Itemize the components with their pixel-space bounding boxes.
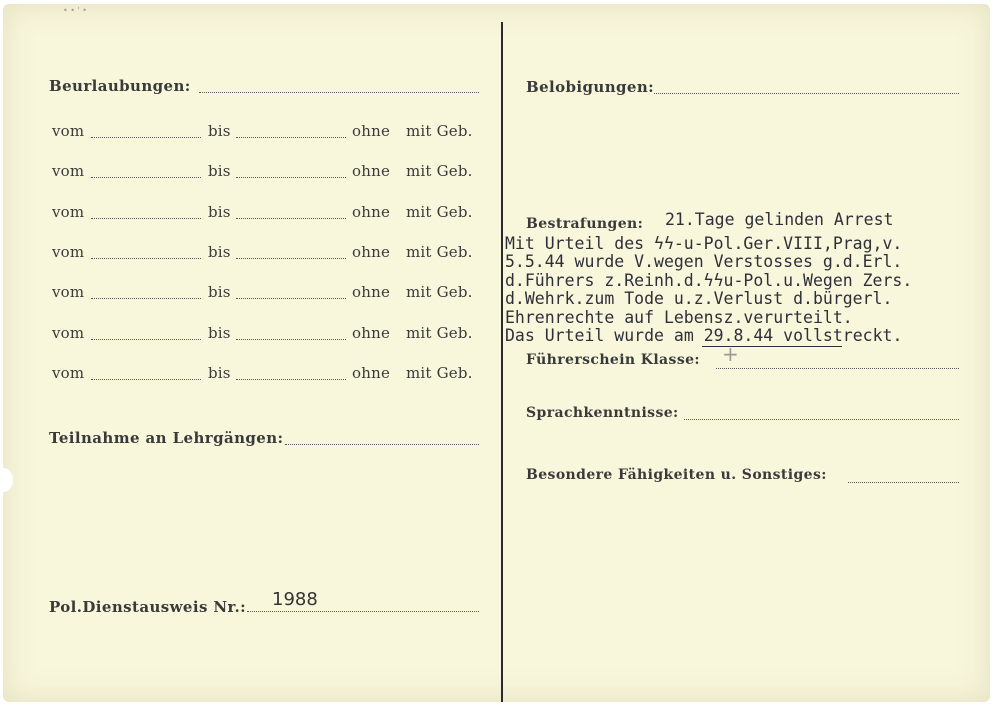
leave-row-from-line	[91, 137, 201, 138]
leave-field-line	[199, 92, 479, 93]
leave-row-to-line	[236, 218, 346, 219]
languages-label: Sprachkenntnisse:	[526, 405, 679, 421]
special-skills-label: Besondere Fähigkeiten u. Sonstiges:	[526, 467, 827, 483]
leave-row-with-label: mit Geb.	[406, 363, 473, 382]
leave-row-from-line	[91, 177, 201, 178]
leave-row-from-label: vom	[52, 363, 85, 382]
record-card	[3, 4, 990, 702]
leave-row-from-label: vom	[52, 242, 85, 261]
leave-row-from-line	[91, 339, 201, 340]
leave-row-with-label: mit Geb.	[406, 323, 473, 342]
courses-label: Teilnahme an Lehrgängen:	[49, 429, 284, 447]
commendations-label: Belobigungen:	[526, 78, 655, 96]
leave-row-to-label: bis	[208, 283, 231, 302]
leave-row-with-label: mit Geb.	[406, 202, 473, 221]
leave-row-without-label: ohne	[352, 162, 391, 181]
leave-row-to-line	[236, 339, 346, 340]
leave-row-from-line	[91, 298, 201, 299]
leave-label: Beurlaubungen:	[49, 77, 191, 95]
leave-row-without-label: ohne	[352, 363, 391, 382]
license-pencil-mark: +	[722, 342, 739, 366]
corner-mark: • • ' •	[63, 6, 87, 15]
leave-row-to-line	[236, 379, 346, 380]
typed-line-last: Das Urteil wurde am 29.8.44 vollstreckt.	[505, 326, 903, 345]
leave-row-with-label: mit Geb.	[406, 242, 473, 261]
leave-row-from-label: vom	[52, 122, 85, 140]
execution-date: am 29.8.44	[673, 326, 774, 345]
leave-row-with-label: mit Geb.	[406, 283, 473, 302]
leave-row-from-label: vom	[52, 283, 85, 302]
typed-line: d.Wehrk.zum Tode u.z.Verlust d.bürgerl.	[505, 289, 893, 309]
commendations-field-line	[654, 93, 959, 94]
leave-row-to-label: bis	[208, 162, 231, 181]
leave-row-without-label: ohne	[352, 242, 391, 261]
leave-row-to-label: bis	[208, 242, 231, 261]
typed-line: Mit Urteil des ϟϟ-u-Pol.Ger.VIII,Prag,v.	[505, 234, 903, 253]
police-id-field-line	[247, 611, 479, 612]
leave-row-to-line	[236, 258, 346, 259]
leave-row-with-label: mit Geb.	[406, 162, 473, 181]
leave-row-from-label: vom	[52, 202, 85, 221]
typed-line: Ehrenrechte auf Lebensz.verurteilt.	[505, 307, 853, 327]
courses-field-line	[285, 444, 479, 445]
punch-hole	[3, 468, 13, 492]
license-field-line	[716, 368, 959, 369]
leave-row-from-label: vom	[52, 323, 85, 342]
leave-row-to-label: bis	[208, 363, 231, 382]
leave-row-to-label: bis	[208, 202, 231, 221]
leave-row-without-label: ohne	[352, 323, 391, 342]
typed-line: 5.5.44 wurde V.wegen Verstosses g.d.Erl.	[505, 252, 903, 272]
leave-row-without-label: ohne	[352, 283, 391, 302]
leave-row-to-label: bis	[208, 323, 231, 342]
column-divider	[501, 22, 503, 702]
leave-row-without-label: ohne	[352, 202, 391, 221]
leave-row-from-line	[91, 258, 201, 259]
leave-row-to-line	[236, 137, 346, 138]
police-id-label: Pol.Dienstausweis Nr.:	[49, 598, 247, 616]
license-label: Führerschein Klasse:	[526, 352, 700, 368]
leave-row-from-label: vom	[52, 162, 85, 181]
leave-row-from-line	[91, 218, 201, 219]
leave-row-with-label: mit Geb.	[406, 122, 473, 140]
punishments-label: Bestrafungen:	[526, 216, 644, 232]
leave-row-without-label: ohne	[352, 122, 391, 140]
leave-row-to-line	[236, 298, 346, 299]
punishment-first-line: 21.Tage gelinden Arrest	[665, 210, 894, 229]
leave-row-to-label: bis	[208, 122, 231, 140]
police-id-value: 1988	[272, 589, 318, 610]
special-skills-field-line	[848, 482, 959, 483]
languages-field-line	[684, 419, 959, 420]
typed-line: d.Führers z.Reinh.d.ϟϟu-Pol.u.Wegen Zers.	[505, 270, 913, 290]
leave-row-to-line	[236, 177, 346, 178]
leave-row-from-line	[91, 379, 201, 380]
